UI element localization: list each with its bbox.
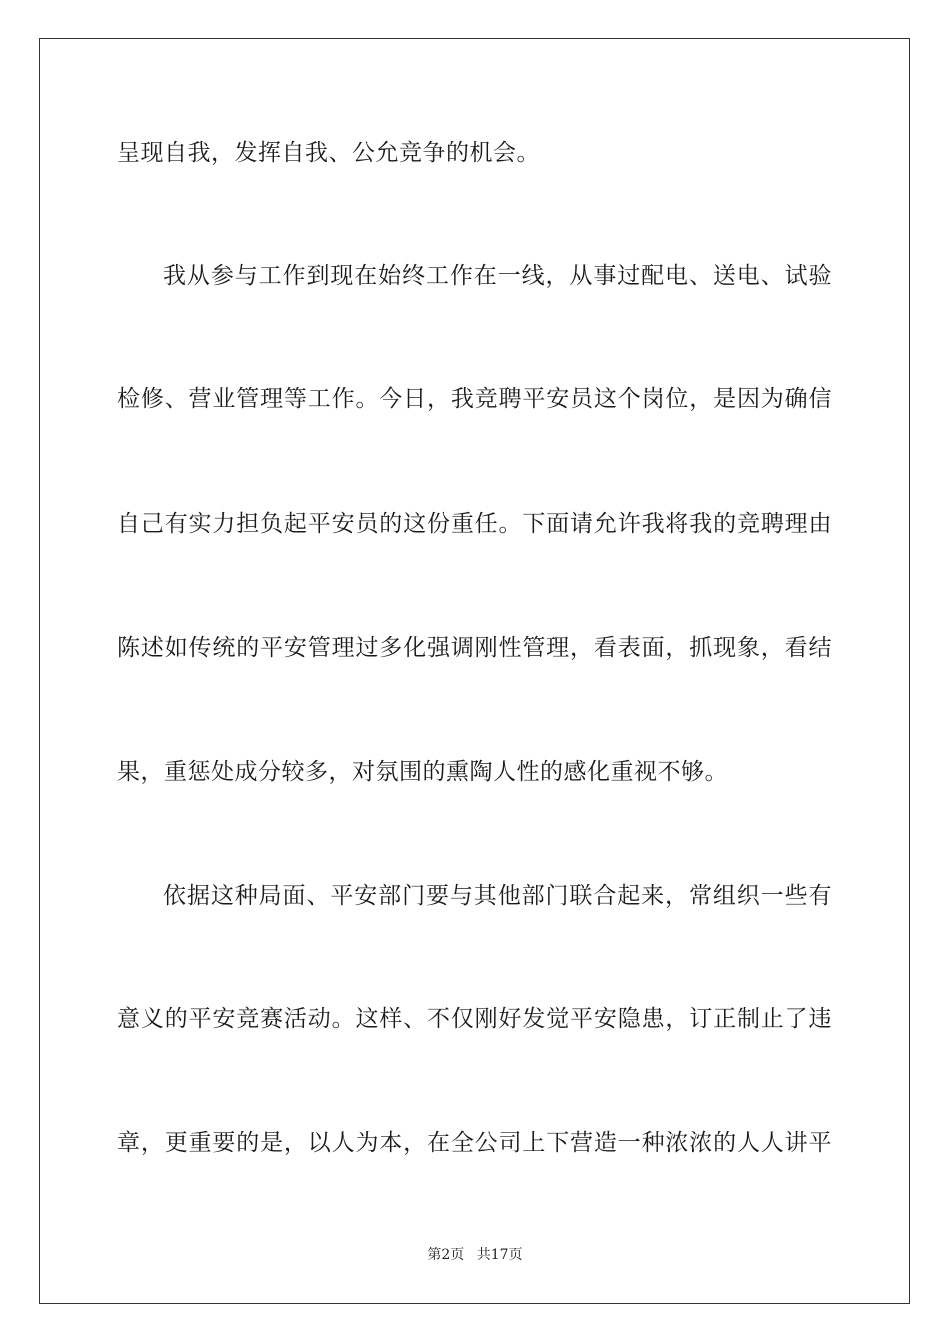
body-line-9: 章，更重要的是，以人为本，在全公司上下营造一种浓浓的人人讲平 xyxy=(117,1130,832,1156)
page-frame xyxy=(39,38,910,1304)
body-line-8: 意义的平安竞赛活动。这样、不仅刚好发觉平安隐患，订正制止了违 xyxy=(117,1006,832,1032)
page-total: 共17页 xyxy=(476,1247,523,1263)
body-line-6: 果，重惩处成分较多，对氛围的熏陶人性的感化重视不够。 xyxy=(117,759,728,785)
body-line-4: 自己有实力担负起平安员的这份重任。下面请允许我将我的竞聘理由 xyxy=(117,511,832,537)
page-footer xyxy=(0,1246,950,1264)
body-line-2: 我从参与工作到现在始终工作在一线，从事过配电、送电、试验 xyxy=(163,263,832,289)
body-line-7: 依据这种局面、平安部门要与其他部门联合起来，常组织一些有 xyxy=(163,883,832,909)
body-line-5: 陈述如传统的平安管理过多化强调刚性管理，看表面，抓现象，看结 xyxy=(117,635,832,661)
body-line-1: 呈现自我，发挥自我、公允竞争的机会。 xyxy=(117,140,540,166)
page-number: 第2页 xyxy=(427,1247,465,1263)
body-line-3: 检修、营业管理等工作。今日，我竞聘平安员这个岗位，是因为确信 xyxy=(117,386,832,412)
